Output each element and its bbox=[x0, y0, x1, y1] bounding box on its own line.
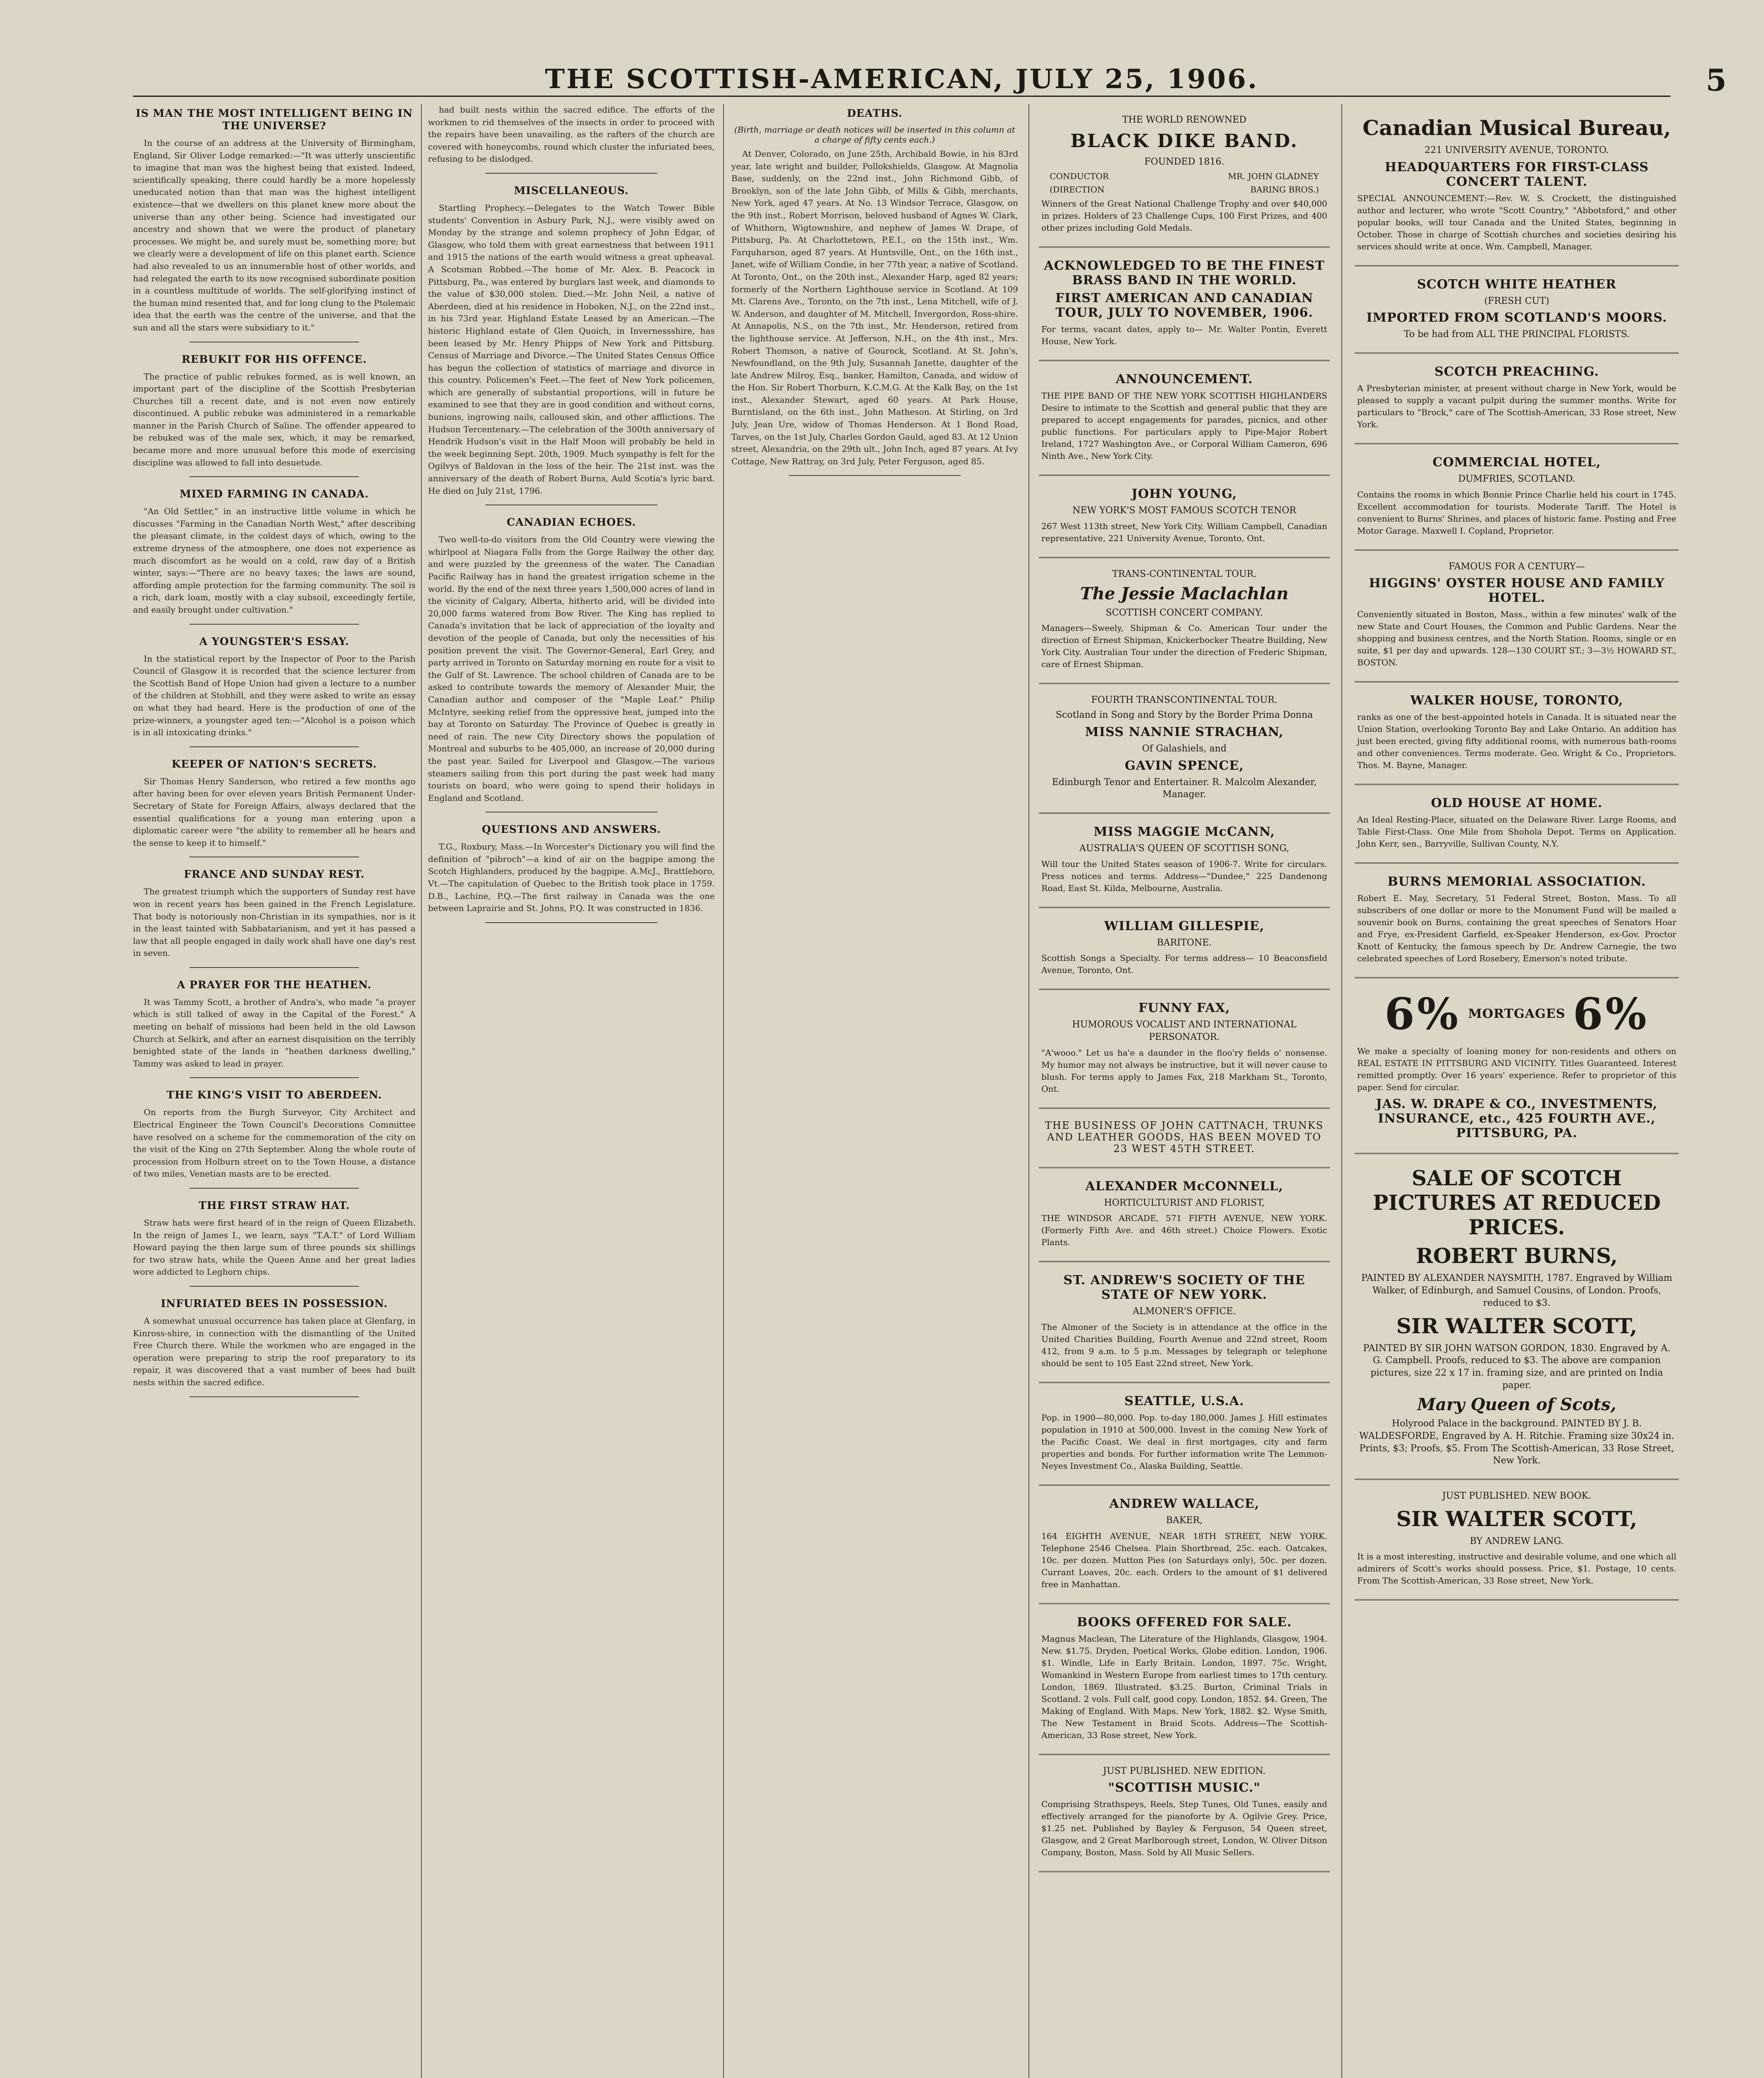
article-body: The greatest triumph which the supporters of Sunday rest have won in recent years has been gained in the French Legislature. That body is notoriously non-Christian in its sympathies, nor is it in the least tainted with Sabbatarianism, and yet it has passed a law that all people engaged in daily work shall have one day's rest in seven. bbox=[133, 886, 416, 958]
ad-founded: FOUNDED 1816. bbox=[1144, 156, 1225, 167]
ad-title-2: GAVIN SPENCE, bbox=[1124, 758, 1244, 773]
ad-subtitle-2: HEADQUARTERS FOR FIRST-CLASS CONCERT TALENT. bbox=[1385, 160, 1649, 189]
article-body: A somewhat unusual occurrence has taken place at Glenfarg, in Kinross-shire, in connection with the dismantling of the United Free Church there. While the workmen who are engaged in the operation were preparing to strip the roof preparatory to its repair, it was discovered that a vast number of bees had built nests within the sacred edifice. bbox=[133, 1315, 416, 1387]
article bbox=[133, 1089, 416, 1189]
column-2 bbox=[428, 104, 715, 2078]
ad-title: ANDREW WALLACE, bbox=[1109, 1497, 1260, 1511]
mortgage-banner bbox=[1357, 986, 1676, 1042]
article-separator bbox=[189, 476, 359, 477]
ad-subtitle: BAKER, bbox=[1166, 1515, 1203, 1526]
ad-text: It is a most interesting, instructive and desirable volume, and one which all admirers of Scott's works should possess. Price, $1. Postage, 10 cents. From The Scottish-American, 33 Rose street, New York. bbox=[1357, 1551, 1676, 1586]
ad-william-gillespie bbox=[1039, 908, 1330, 990]
ad-text: A Presbyterian minister, at present without charge in New York, would be pleased to supply a vacant pulpit during the summer months. Write for particulars to "Brock," care of The Scottish-American, 33 Rose street, New York. bbox=[1357, 383, 1676, 430]
ad-title: "SCOTTISH MUSIC." bbox=[1108, 1780, 1261, 1795]
article-headline: MISCELLANEOUS. bbox=[514, 184, 629, 197]
page-number: 5 bbox=[1705, 62, 1727, 98]
article-separator bbox=[189, 1077, 359, 1078]
article bbox=[428, 516, 715, 812]
ad-text: Comprising Strathspeys, Reels, Step Tunes, Old Tunes, easily and effectively arranged for the pianoforte by A. Ogilvie Grey. Price, $1.25 net. Published by Bayley & Ferguson, 54 Queen street, Glasgow, and 2 Great Marlborough street, London, W. Oliver Ditson Company, Boston, Mass. Sold by All Music Sellers. bbox=[1041, 1799, 1327, 1858]
ad-nannie-strachan bbox=[1039, 684, 1330, 813]
ad-pre-line: FAMOUS FOR A CENTURY— bbox=[1449, 561, 1585, 572]
ad-john-young bbox=[1039, 476, 1330, 558]
ad-scottish-music bbox=[1039, 1755, 1330, 1873]
ad-title: ACKNOWLEDGED TO BE THE FINEST BRASS BAND IN THE WORLD. bbox=[1044, 259, 1325, 288]
ad-burns-memorial bbox=[1355, 864, 1679, 978]
ad-pre-line: JUST PUBLISHED. NEW EDITION. bbox=[1103, 1765, 1266, 1776]
ad-text: For terms, vacant dates, apply to— Mr. Walter Pontin, Everett House, New York. bbox=[1041, 324, 1327, 347]
article-separator bbox=[189, 967, 359, 968]
article-separator bbox=[189, 624, 359, 625]
ad-books-for-sale bbox=[1039, 1604, 1330, 1755]
article bbox=[133, 979, 416, 1078]
ad-mortgages bbox=[1355, 978, 1679, 1154]
article-headline: FRANCE AND SUNDAY REST. bbox=[184, 868, 365, 881]
ad-pre-line: JUST PUBLISHED. NEW BOOK. bbox=[1442, 1491, 1592, 1501]
ad-announcement bbox=[1039, 361, 1330, 476]
column-rule bbox=[1341, 104, 1342, 2078]
ad-subtitle: AUSTRALIA'S QUEEN OF SCOTTISH SONG, bbox=[1079, 843, 1289, 854]
ad-black-dike-band bbox=[1039, 104, 1330, 248]
column-rule bbox=[1028, 104, 1029, 2078]
article-note: (Birth, marriage or death notices will be inserted in this column at a charge of fifty cents each.) bbox=[734, 125, 1016, 145]
article-separator bbox=[485, 173, 657, 174]
ad-text: 164 EIGHTH AVENUE, NEAR 18TH STREET, NEW YORK. Telephone 2546 Chelsea. Plain Shortbread, 25c. each. Oatcakes, 10c. per dozen. Mutton Pies (on Saturdays only), 50c. per dozen. Currant Loaves, 20c. each. Orders to the amount of $1 delivered free in Manhattan. bbox=[1041, 1531, 1327, 1589]
conductor-label: CONDUCTOR bbox=[1050, 171, 1109, 182]
picture-scott: SIR WALTER SCOTT, bbox=[1396, 1313, 1637, 1338]
ad-text: "A'wooo." Let us ha'e a daunder in the floo'ry fields o' nonsense. My humor may not always be instructive, but it will never cause to blush. For terms apply to James Fax, 218 Markham St., Toronto, Ont. bbox=[1041, 1047, 1327, 1094]
column-5-advertisements bbox=[1355, 104, 1679, 2078]
ad-title: WILLIAM GILLESPIE, bbox=[1104, 918, 1265, 933]
ad-pre-line: THE WORLD RENOWNED bbox=[1122, 115, 1247, 125]
ad-text: Will tour the United States season of 1906-7. Write for circulars. Press notices and terms. Address—"Dundee," 225 Dandenong Road, East St. Kilda, Melbourne, Australia. bbox=[1041, 859, 1327, 893]
picture-burns-text: PAINTED BY ALEXANDER NAYSMITH, 1787. Engraved by William Walker, of Edinburgh, and Samuel Cousins, of London. Proofs, reduced to $3. bbox=[1361, 1273, 1673, 1308]
ad-text: Scottish Songs a Specialty. For terms address— 10 Beaconsfield Avenue, Toronto, Ont. bbox=[1041, 953, 1327, 975]
ad-andrew-lang bbox=[1355, 1480, 1679, 1600]
article bbox=[133, 353, 416, 478]
ad-title: SALE OF SCOTCH PICTURES AT REDUCED PRICES. bbox=[1373, 1166, 1661, 1240]
ad-pre-line: TRANS-CONTINENTAL TOUR. bbox=[1112, 569, 1257, 580]
ad-jessie-maclachlan bbox=[1039, 558, 1330, 684]
ad-subtitle-2: IMPORTED FROM SCOTLAND'S MOORS. bbox=[1366, 310, 1667, 325]
article bbox=[428, 823, 715, 923]
article-headline: THE KING'S VISIT TO ABERDEEN. bbox=[166, 1089, 382, 1101]
direction-name: BARING BROS.) bbox=[1250, 185, 1319, 195]
column-rule bbox=[723, 104, 724, 2078]
article bbox=[133, 107, 416, 342]
article bbox=[133, 488, 416, 624]
ad-firm: JAS. W. DRAPE & CO., INVESTMENTS, INSURANCE, etc., 425 FOURTH AVE., PITTSBURG, PA. bbox=[1376, 1097, 1658, 1141]
picture-mary-text: Holyrood Palace in the background. PAINTED BY J. B. WALDESFORDE, Engraved by A. H. Ritchie. Framing size 30x24 in. Prints, $3; Proofs, $5. From The Scottish-American, 33 Rose Street, New York. bbox=[1359, 1418, 1674, 1466]
article-body: Straw hats were first heard of in the reign of Queen Elizabeth. In the reign of James I., we learn, says "T.A.T." of Lord William Howard paying the then large sum of three pounds six shillings for two straw hats, while the Queen Anne and her great ladies wore addicted to Leghorn chips. bbox=[133, 1218, 416, 1277]
ad-text: An Ideal Resting-Place, situated on the Delaware River. Large Rooms, and Table First-Class. One Mile from Shohola Depot. Terms on Application. John Kerr, sen., Barryville, Sullivan County, N.Y. bbox=[1357, 815, 1676, 849]
column-1 bbox=[133, 104, 416, 2078]
ad-title: MISS NANNIE STRACHAN, bbox=[1085, 724, 1284, 739]
ad-subtitle: NEW YORK'S MOST FAMOUS SCOTCH TENOR bbox=[1072, 505, 1297, 516]
ad-title: Canadian Musical Bureau, bbox=[1362, 116, 1671, 140]
article-headline: THE FIRST STRAW HAT. bbox=[199, 1199, 350, 1211]
article-body: had built nests within the sacred edifice. The efforts of the workmen to rid themselves of the insects in order to proceed with the repairs have been unavailing, as the rafters of the church are covered with honeycombs, round which cluster the infuriated bees, refusing to be dislodged. bbox=[428, 105, 715, 164]
ad-mcconnell bbox=[1039, 1168, 1330, 1263]
ad-text: Magnus Maclean, The Literature of the Highlands, Glasgow, 1904. New. $1.75. Dryden, Poetical Works, Globe edition. London, 1906. $1. Windle, Life in Early Britain. London, 1897. 75c. Wright, Womankind in Western Europe from earliest times to 17th century. London, 1869. Illustrated. $3.25. Burton, Criminal Trials in Scotland. 2 vols. Full calf, good copy. London, 1852. $4. Green, The Making of England. With Maps. New York, 1882. $2. Wyse Smith, The New Testament in Braid Scots. Address—The Scottish-American, 33 Rose street, New York. bbox=[1041, 1633, 1327, 1740]
ad-title: BURNS MEMORIAL ASSOCIATION. bbox=[1387, 874, 1646, 889]
ad-st-andrews-society bbox=[1039, 1262, 1330, 1383]
article-headline: KEEPER OF NATION'S SECRETS. bbox=[172, 758, 377, 770]
ad-text: Scotland in Song and Story by the Border Prima Donna bbox=[1055, 710, 1313, 721]
ad-maggie-mccann bbox=[1039, 814, 1330, 908]
ad-title: WALKER HOUSE, TORONTO, bbox=[1410, 693, 1624, 708]
ad-text: The Almoner of the Society is in attendance at the office in the United Charities Building, Fourth Avenue and 22nd street, Room 412, from 9 a.m. to 5 p.m. Messages by telegraph or telephone should be sent to 105 East 22nd street, New York. bbox=[1041, 1322, 1327, 1368]
direction-line bbox=[1050, 185, 1319, 195]
ad-andrew-wallace bbox=[1039, 1486, 1330, 1604]
ad-text: ranks as one of the best-appointed hotels in Canada. It is situated near the Union Station, overlooking Toronto Bay and Lake Ontario. An addition has just been erected, giving fifty additional rooms, with numerous bath-rooms and other conveniences. Terms moderate. Geo. Wright & Co., Proprietors. Thos. M. Bayne, Manager. bbox=[1357, 712, 1676, 771]
ad-subtitle: FIRST AMERICAN AND CANADIAN TOUR, JULY TO NOVEMBER, 1906. bbox=[1055, 291, 1314, 320]
ad-title: SIR WALTER SCOTT, bbox=[1396, 1506, 1637, 1531]
article-body: At Denver, Colorado, on June 25th, Archibald Bowie, in his 83rd year, late wright and builder, Pollokshields, Glasgow. At Magnolia Base, suddenly, on the 22nd inst., John Richmond Gibb, of Brooklyn, son of the late John Gibb, of Mills & Gibb, merchants, New York, aged 47 years. At No. 13 Windsor Terrace, Glasgow, on the 9th inst., Robert Morrison, beloved husband of Agnes W. Clark, of Whithorn, Wigtownshire, and nephew of James W. Drape, of Pittsburg, Pa. At Charlottetown, P.E.I., on the 15th inst., Wm. Farquharson, aged 87 years. At Huntsville, Ont., on the 16th inst., Janet, wife of William Condie, in her 77th year, a native of Scotland. At Toronto, Ont., on the 20th inst., Alexander Harp, aged 82 years; formerly of the Northern Lighthouse service in Scotland. At 109 Mt. Clarens Ave., Toronto, on the 7th inst., Lena Mitchell, wife of J. W. Anderson, and daughter of M. Mitchell, Invergordon, Ross-shire. At Annapolis, N.S., on the 7th inst., Mr. Henderson, retired from the lighthouse service. At Jefferson, N.H., on the 4th inst., Mrs. Robert Thomson, a native of Gourock, Scotland. At St. John's, Newfoundland, on the 9th July, Susannah Janette, daughter of the late Andrew Milroy, Esq., banker, Hamilton, Canada, and widow of the Hon. Sir Robert Thorburn, K.C.M.G. At the Kalk Bay, on the 1st inst., Alexander Stewart, aged 60 years. At Park House, Burntisland, on the 6th inst., John Matheson. At Stirling, on 3rd July, Jean Ure, widow of Thomas Henderson. At 1 Bond Road, Tarves, on the 1st July, Charles Gordon Gauld, aged 83. At 12 Union street, Alexandria, on the 29th ult., John Inch, aged 87 years. At Ivy Cottage, New Rattray, on 3rd July, Peter Ferguson, aged 85. bbox=[731, 149, 1018, 466]
article-body: Startling Prophecy.—Delegates to the Watch Tower Bible students' Convention in Asbury Park, N.J., were visibly awed on Monday by the strange and solemn prophecy of John Edgar, of Glasgow, who told them with great earnestness that between 1911 and 1915 the nations of the earth would witness a great upheaval. A Scotsman Robbed.—The home of Mr. Alex. B. Peacock in Pittsburg, Pa., was entered by burglars last week, and diamonds to the value of $30,000 stolen. Died.—Mr. John Neil, a native of Aberdeen, died at his residence in Hoboken, N.J., on the 22nd inst., in his 73rd year. Highland Estate Leased by an American.—The historic Highland estate of Glen Quoich, in Invernessshire, has been leased by Mr. Henry Phipps of New York and Pittsburg. Census of Marriage and Divorce.—The United States Census Office has begun the collection of statistics of marriage and divorce in this country. Policemen's Feet.—The feet of New York policemen, which are generally of substantial proportions, will in future be examined to see that they are in good condition and without corns, bunions, ingrowing nails, calloused skin, and other afflictions. The Hudson Tercentenary.—The celebration of the 300th anniversary of Hendrik Hudson's visit in the Half Moon will probably be held in the week beginning Sept. 20th, 1909. Much sympathy is felt for the Ogilvys of Baldovan in the loss of the heir. The 21st inst. was the anniversary of the death of Robert Burns, Auld Scotia's lyric bard. He died on July 21st, 1796. bbox=[428, 202, 715, 496]
article-body: In the course of an address at the University of Birmingham, England, Sir Oliver Lodge remarked:—"It was utterly unscientific to imagine that man was the highest being that existed. Indeed, scientifically speaking, there could hardly be a more hopelessly uneducated notion than that man was the highest intelligent existence—that we dwellers on this planet knew more about the universe than any other being. Science had investigated our ancestry and shown that we were the product of planetary processes. We might be, and surely must be, something more; but we clearly were a development of life on this planet earth. Science had also revealed to us an innumerable host of other worlds, and had relegated the earth to its now recognised subordinate position in a countless multitude of worlds. The self-glorifying instinct of the human mind resented that, and for long clung to the Ptolemaic idea that the earth was the centre of the universe, and that the sun and all the stars were subsidiary to it." bbox=[133, 138, 416, 332]
article-body: Two well-to-do visitors from the Old Country were viewing the whirlpool at Niagara Falls from the Gorge Railway the other day, and were puzzled by the greenness of the water. The Canadian Pacific Railway has in hand the greatest irrigation scheme in the world. By the end of the next three years 1,500,000 acres of land in the vicinity of Calgary, Alberta, hitherto arid, will be divided into 20,000 farms watered from Bow River. The King has replied to Canada's invitation that he lack of appreciation of the loyalty and devotion of the people of Canada, but only the necessities of his position prevent the visit. The Governor-General, Earl Grey, and party arrived in Toronto on Saturday morning en route for a visit to the Gulf of St. Lawrence. The school children of Canada are to be asked to contribute towards the memory of Alexander Muir, the Canadian author and composer of the "Maple Leaf." Philip McIntyre, seeking relief from the oppressive heat, jumped into the bay at Toronto on Saturday. The Province of Quebec is greatly in need of rain. The new City Directory shows the population of Montreal and suburbs to be 405,000, an increase of 20,000 during the past year. Sailed for Liverpool and Glasgow.—The various steamers sailing from this port during the past week had many tourists on board, who were going to spend their holidays in England and Scotland. bbox=[428, 534, 715, 803]
ad-cattnach bbox=[1039, 1109, 1330, 1168]
ad-text: Winners of the Great National Challenge Trophy and over $40,000 in prizes. Holders of 23 Challenge Cups, 100 First Prizes, and 400 other prizes including Gold Medals. bbox=[1041, 199, 1327, 233]
article-body: "An Old Settler," in an instructive little volume in which he discusses "Farming in the Canadian North West," after describing the pleasant climate, in the coldest days of which, owing to the extreme dryness of the atmosphere, one does not experience as much discomfort as he would on a cold, raw day of a British winter, says:—"There are no heavy taxes; the laws are sound, affording ample protection for the farming community. The soil is a rich, dark loam, mostly with a clay subsoil, exceedingly fertile, and easily brought under cultivation." bbox=[133, 506, 416, 615]
ad-brass-band bbox=[1039, 248, 1330, 361]
ad-scotch-preaching bbox=[1355, 354, 1679, 444]
article-body: On reports from the Burgh Surveyor, City Architect and Electrical Engineer the Town Council's Decorations Committee have resolved on a scheme for the commemoration of the city on the visit of the King on 27th September. Along the whole route of procession from Holburn street on to the Town House, a distance of two miles, Venetian masts are to be erected. bbox=[133, 1107, 416, 1179]
column-rule bbox=[421, 104, 422, 2078]
masthead-bar bbox=[133, 62, 1671, 97]
ad-title: SCOTCH PREACHING. bbox=[1434, 364, 1599, 379]
article-separator bbox=[189, 1188, 359, 1189]
masthead-title: THE SCOTTISH-AMERICAN, JULY 25, 1906. bbox=[545, 63, 1259, 95]
ad-text: 267 West 113th street, New York City. William Campbell, Canadian representative, 221 University Avenue, Toronto, Ont. bbox=[1041, 521, 1327, 544]
ad-title: BLACK DIKE BAND. bbox=[1070, 130, 1299, 152]
ad-text: THE WINDSOR ARCADE, 571 FIFTH AVENUE, NEW YORK. (Formerly Fifth Ave. and 46th street.) Choice Flowers. Exotic Plants. bbox=[1041, 1213, 1327, 1248]
ad-title: BOOKS OFFERED FOR SALE. bbox=[1077, 1615, 1292, 1630]
picture-scott-text: PAINTED BY SIR JOHN WATSON GORDON, 1830. Engraved by A. G. Campbell. Proofs, reduced to $3. The above are companion pictures, size 22 x 17 in. framing size, and are printed on India paper. bbox=[1363, 1343, 1671, 1391]
article bbox=[133, 1199, 416, 1287]
ad-title: OLD HOUSE AT HOME. bbox=[1431, 796, 1603, 811]
ad-title: SCOTCH WHITE HEATHER bbox=[1417, 277, 1616, 292]
article bbox=[428, 185, 715, 505]
ad-title: ST. ANDREW'S SOCIETY OF THE STATE OF NEW YORK. bbox=[1063, 1273, 1305, 1302]
article-body: In the statistical report by the Inspector of Poor to the Parish Council of Glasgow it is recorded that the science lecturer from the Scottish Band of Hope Union had given a lecture to a number of the children at Stobhill, and they were asked to write an essay on what they had heard. Here is the production of one of the prize-winners, a youngster aged ten:—"Alcohol is a poison which is in all intoxicating drinks." bbox=[133, 653, 416, 738]
ad-old-house-at-home bbox=[1355, 785, 1679, 864]
article-headline: CANADIAN ECHOES. bbox=[507, 516, 636, 529]
ad-text: We make a specialty of loaning money for non-residents and others on REAL ESTATE IN PITTSBURG AND VICINITY. Titles Guaranteed. Interest remitted promptly. Over 16 years' experience. Refer to proprietor of this paper. Send for circular. bbox=[1357, 1046, 1676, 1093]
article-body: Sir Thomas Henry Sanderson, who retired a few months ago after having been for over eleven years British Permanent Under-Secretary of State for Foreign Affairs, always declared that the essential qualifications for a young man entering upon a diplomatic career were "the ability to remember all he hears and the sense to keep it to himself." bbox=[133, 776, 416, 848]
picture-burns: ROBERT BURNS, bbox=[1416, 1243, 1618, 1268]
article-body: The practice of public rebukes formed, as is well known, an important part of the discipline of the Scottish Presbyterian Churches till a recent date, and is not even now entirely discontinued. A public rebuke was administered in a remarkable manner in the Parish Church of Saline. The offender appeared to be rebuked was of the male sex, which, it may be remarked, became more and more unusual before this mode of exercising discipline was allowed to fall into desuetude. bbox=[133, 371, 416, 468]
ad-commercial-hotel bbox=[1355, 444, 1679, 551]
ad-tail: Edinburgh Tenor and Entertainer. R. Malcolm Alexander, Manager. bbox=[1052, 777, 1317, 800]
ad-text: Contains the rooms in which Bonnie Prince Charlie held his court in 1745. Excellent accommodation for tourists. Moderate Tariff. The Hotel is convenient to Burns' Shrines, and places of historic fame. Posting and Free Motor Garage. Maxwell I. Copland, Proprietor. bbox=[1357, 489, 1676, 536]
ad-subtitle: BY ANDREW LANG. bbox=[1470, 1536, 1564, 1546]
article-separator bbox=[189, 1396, 359, 1397]
ad-text: THE PIPE BAND OF THE NEW YORK SCOTTISH HIGHLANDERS Desire to intimate to the Scottish and general public that they are prepared to accept engagements for parades, picnics, and other public functions. For particulars apply to Pipe-Major Robert Ireland, 1727 Washington Ave., or Corporal William Cameron, 696 Ninth Ave., New York City. bbox=[1041, 391, 1327, 461]
article-headline: MIXED FARMING IN CANADA. bbox=[180, 488, 369, 500]
ad-title: COMMERCIAL HOTEL, bbox=[1432, 455, 1601, 470]
article bbox=[133, 758, 416, 858]
ad-pre-line: FOURTH TRANSCONTINENTAL TOUR. bbox=[1091, 695, 1278, 706]
article bbox=[133, 1298, 416, 1397]
percent-right: 6% bbox=[1573, 988, 1649, 1040]
ad-text: Conveniently situated in Boston, Mass., within a few minutes' walk of the new State and Court Houses, the Common and Public Gardens. Near the shopping and business centres, and the North Station. Rooms, single or en suite, $1 per day and upwards. 128—130 COURT ST.; 3—3½ HOWARD ST., BOSTON. bbox=[1357, 609, 1676, 668]
direction-label: (DIRECTION bbox=[1050, 185, 1105, 195]
ad-subtitle: HORTICULTURIST AND FLORIST, bbox=[1104, 1197, 1265, 1208]
ad-text: Robert E. May, Secretary, 51 Federal Street, Boston, Mass. To all subscribers of one dollar or more to the Monument Fund will be mailed a souvenir book on Burns, containing the great speeches of Senators Hoar and Frye, ex-President Garfield, ex-Speaker Henderson, ex-Gov. Proctor Knott of Kentucky, the famous speech by Dr. Andrew Carnegie, the two celebrated speeches of Lord Rosebery, Emerson's noted tribute. bbox=[1357, 893, 1676, 964]
ad-title: SEATTLE, U.S.A. bbox=[1124, 1394, 1245, 1408]
conductor-line bbox=[1050, 171, 1319, 181]
ad-title: FUNNY FAX, bbox=[1138, 1001, 1230, 1016]
ad-higgins-oyster-house bbox=[1355, 551, 1679, 683]
ad-title: HIGGINS' OYSTER HOUSE AND FAMILY HOTEL. bbox=[1369, 576, 1665, 606]
ad-subtitle: 221 UNIVERSITY AVENUE, TORONTO. bbox=[1424, 145, 1609, 155]
article-headline: IS MAN THE MOST INTELLIGENT BEING IN THE UNIVERSE? bbox=[135, 107, 413, 132]
article-separator bbox=[189, 746, 359, 747]
article bbox=[428, 104, 715, 174]
ad-white-heather bbox=[1355, 266, 1679, 354]
article bbox=[731, 107, 1018, 476]
ad-title: ANNOUNCEMENT. bbox=[1116, 372, 1253, 387]
article-body: T.G., Roxbury, Mass.—In Worcester's Dictionary you will find the definition of "pibroch"—a kind of air on the bagpipe among the Scotch Highlanders, produced by the bagpipe. A.McJ., Brattleboro, Vt.—The capitulation of Quebec to the British took place in 1759. D.B., Lachine, P.Q.—The first railway in Canada was the one between Laprairie and St. Johns, P.Q. It was constructed in 1836. bbox=[428, 842, 715, 913]
ad-subtitle: BARITONE. bbox=[1156, 937, 1212, 948]
ad-title: MISS MAGGIE McCANN, bbox=[1093, 824, 1275, 839]
article-separator bbox=[485, 922, 657, 923]
ad-subtitle: SCOTTISH CONCERT COMPANY. bbox=[1105, 607, 1263, 618]
article-headline: A PRAYER FOR THE HEATHEN. bbox=[177, 978, 372, 991]
ad-text: Managers—Sweely, Shipman & Co. American Tour under the direction of Ernest Shipman, Knickerbocker Theatre Building, New York City. Australian Tour under the direction of Frederic Shipman, care of Ernest Shipman. bbox=[1041, 623, 1327, 670]
article-headline: DEATHS. bbox=[847, 107, 903, 119]
ad-text: Pop. in 1900—80,000. Pop. to-day 180,000. James J. Hill estimates population in 1910 at 500,000. Invest in the coming New York of the Pacific Coast. We deal in first mortgages, city and farm properties and bonds. For further information write The Lemmon-Neyes Investment Co., Alaska Building, Seattle. bbox=[1041, 1413, 1327, 1471]
article bbox=[133, 868, 416, 968]
percent-left: 6% bbox=[1384, 988, 1461, 1040]
ad-title: JOHN YOUNG, bbox=[1132, 487, 1237, 502]
ad-walker-house bbox=[1355, 682, 1679, 785]
article-separator bbox=[789, 475, 961, 476]
ad-subtitle: Of Galashiels, and bbox=[1142, 743, 1227, 754]
ad-text: SPECIAL ANNOUNCEMENT:—Rev. W. S. Crockett, the distinguished author and lecturer, who wrote "Scott Country," "Abbotsford," and other popular books, will tour Canada and the United States, beginning in October. Those in charge of Scottish churches and societies desiring his services should write at once. Wm. Campbell, Manager. bbox=[1357, 193, 1676, 251]
ad-subtitle: ALMONER'S OFFICE. bbox=[1132, 1306, 1236, 1317]
article-headline: INFURIATED BEES IN POSSESSION. bbox=[160, 1297, 388, 1310]
column-3 bbox=[731, 104, 1018, 2078]
ad-seattle bbox=[1039, 1383, 1330, 1486]
ad-scotch-pictures bbox=[1355, 1154, 1679, 1480]
article bbox=[133, 635, 416, 747]
ad-title: The Jessie Maclachlan bbox=[1080, 584, 1289, 603]
ad-title: ALEXANDER McCONNELL, bbox=[1085, 1179, 1284, 1194]
ad-funny-fax bbox=[1039, 990, 1330, 1108]
ad-text: To be had from ALL THE PRINCIPAL FLORISTS. bbox=[1404, 329, 1630, 340]
ad-canadian-musical-bureau bbox=[1355, 104, 1679, 266]
ad-subtitle: DUMFRIES, SCOTLAND. bbox=[1458, 474, 1575, 485]
ad-title: MORTGAGES bbox=[1468, 1007, 1566, 1022]
column-4-advertisements bbox=[1039, 104, 1330, 2078]
ad-text: THE BUSINESS OF JOHN CATTNACH, TRUNKS AND LEATHER GOODS, HAS BEEN MOVED TO 23 WEST 45TH STREET. bbox=[1045, 1119, 1324, 1155]
article-body: It was Tammy Scott, a brother of Andra's, who made "a prayer which is still talked of away in the Capital of the Forest." A meeting on behalf of missions had been held in the old Lawson Church at Selkirk, and after an earnest disquisition on the terribly benighted state of the lands in "heathen darkness dwelling," Tammy was asked to lead in prayer. bbox=[133, 997, 416, 1069]
ad-subtitle: HUMOROUS VOCALIST AND INTERNATIONAL PERSONATOR. bbox=[1072, 1019, 1297, 1042]
conductor-name: MR. JOHN GLADNEY bbox=[1228, 171, 1319, 182]
ad-subtitle: (FRESH CUT) bbox=[1484, 295, 1550, 306]
article-separator bbox=[189, 1286, 359, 1287]
picture-mary: Mary Queen of Scots, bbox=[1417, 1395, 1616, 1415]
article-headline: REBUKIT FOR HIS OFFENCE. bbox=[182, 353, 367, 365]
article-headline: A YOUNGSTER'S ESSAY. bbox=[199, 635, 349, 648]
article-headline: QUESTIONS AND ANSWERS. bbox=[482, 823, 661, 836]
